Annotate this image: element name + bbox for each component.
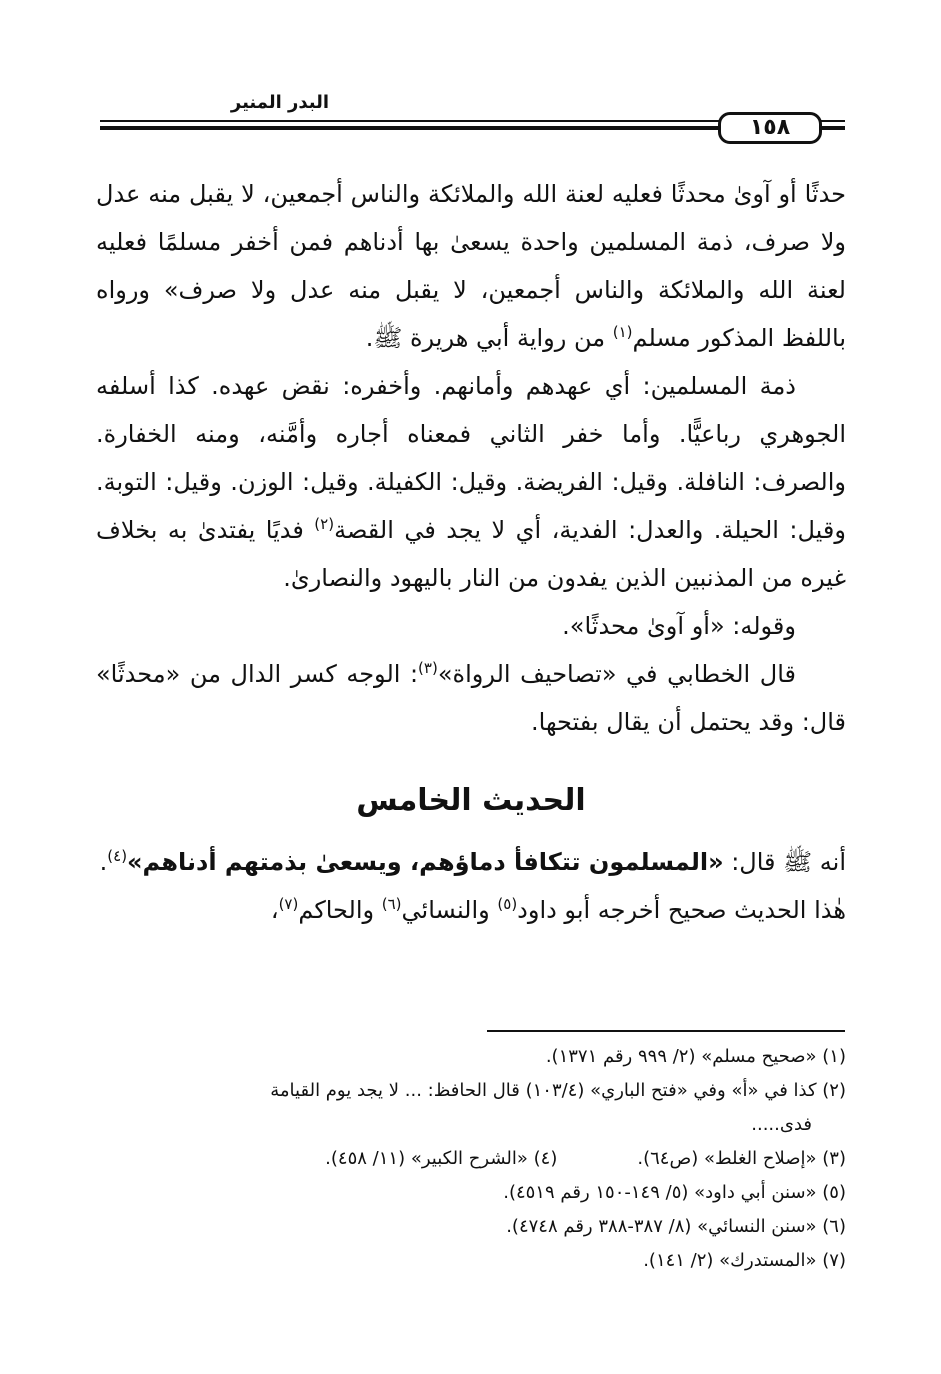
footnote-3: (٣) «إصلاح الغلط» (ص٦٤).	[637, 1148, 846, 1169]
paragraph-5-intro: أنه ﷺ قال:	[723, 848, 846, 876]
paragraph-6-a: هٰذا الحديث صحيح أخرجه أبو داود	[517, 896, 846, 924]
header-rule-thick-end	[822, 126, 845, 130]
paragraph-2-text: ذمة المسلمين: أي عهدهم وأمانهم. وأخفره: نقض عهده. كذا أسلفه الجوهري رباعيًّا. وأما خفر الثاني فمعناه أجاره وأمَّنه، ومنه الخفارة. والصرف: النافلة. وقيل: الفريضة. وقيل: الكفيلة. وقيل: الوزن. وقيل: التوبة. وقيل: الحيلة. والعدل: الفدية، أي لا يجد في القصة	[96, 372, 846, 544]
footnote-2-continued: فدى.....	[751, 1114, 812, 1135]
page-number: ١٥٨	[718, 112, 822, 144]
paragraph-5	[96, 838, 846, 886]
running-title: البدر المنير	[230, 92, 330, 113]
paragraph-1-text: حدثًا أو آوىٰ محدثًا فعليه لعنة الله والملائكة والناس أجمعين، لا يقبل منه عدل ولا صرف، ذمة المسلمين واحدة يسعىٰ بها أدناهم فمن أخفر مسلمًا فعليه لعنة الله والملائكة والناس أجمعين، لا يقبل منه عدل ولا صرف» ورواه باللفظ المذكور مسلم	[96, 180, 846, 352]
paragraph-4-tail: : الوجه كسر الدال من «محدثًا» قال: وقد يحتمل أن يقال بفتحها.	[96, 660, 846, 736]
footnote-7: (٧) «المستدرك» (٢/ ١٤١).	[643, 1250, 846, 1271]
paragraph-6-c: والحاكم	[298, 896, 382, 924]
footnote-ref-3: (٣)	[418, 659, 438, 677]
footnote-ref-5: (٥)	[497, 895, 518, 913]
paragraph-6-b: والنسائي	[401, 896, 498, 924]
footnote-ref-6: (٦)	[381, 895, 402, 913]
paragraph-4-text: قال الخطابي في «تصاحيف الرواة»	[437, 660, 796, 688]
paragraph-5-end: .	[99, 848, 108, 876]
header-rule-thick	[100, 126, 718, 130]
footnote-ref-4: (٤)	[107, 847, 128, 865]
paragraph-6-d: ،	[270, 896, 279, 924]
paragraph-4	[96, 650, 846, 746]
paragraph-6	[96, 886, 846, 934]
footnote-6: (٦) «سنن النسائي» (٨/ ٣٨٧-٣٨٨ رقم ٤٧٤٨).	[506, 1216, 846, 1237]
main-text	[96, 170, 846, 934]
footnote-ref-2: (٢)	[314, 515, 335, 533]
section-heading: الحديث الخامس	[356, 783, 586, 818]
paragraph-2	[96, 362, 846, 602]
footnote-2: (٢) كذا في «أ» وفي «فتح الباري» (١٠٣/٤) قال الحافظ: ... لا يجد يوم القيامة	[270, 1080, 846, 1101]
footnote-4: (٤) «الشرح الكبير» (١١/ ٤٥٨).	[325, 1148, 558, 1169]
footnote-1: (١) «صحيح مسلم» (٢/ ٩٩٩ رقم ١٣٧١).	[545, 1046, 846, 1067]
footnote-row-3-4	[96, 1142, 846, 1176]
paragraph-3: وقوله: «أو آوىٰ محدثًا».	[562, 612, 796, 640]
paragraph-1-tail: من رواية أبي هريرة ﷺ.	[365, 324, 613, 352]
paragraph-2-tail: فديًا يفتدىٰ به بخلاف غيره من المذنبين الذين يفدون من النار باليهود والنصارىٰ.	[96, 516, 846, 592]
hadith-text: «المسلمون تتكافأ دماؤهم، ويسعىٰ بذمتهم أدناهم»	[127, 848, 724, 876]
footnote-5: (٥) «سنن أبي داود» (٥/ ١٤٩-١٥٠ رقم ٤٥١٩).	[503, 1182, 846, 1203]
footnote-ref-7: (٧)	[278, 895, 299, 913]
footnote-separator	[487, 1030, 845, 1032]
footnotes	[96, 1040, 846, 1278]
footnote-ref-1: (١)	[612, 323, 633, 341]
paragraph-1	[96, 170, 846, 362]
page-header	[100, 92, 845, 154]
